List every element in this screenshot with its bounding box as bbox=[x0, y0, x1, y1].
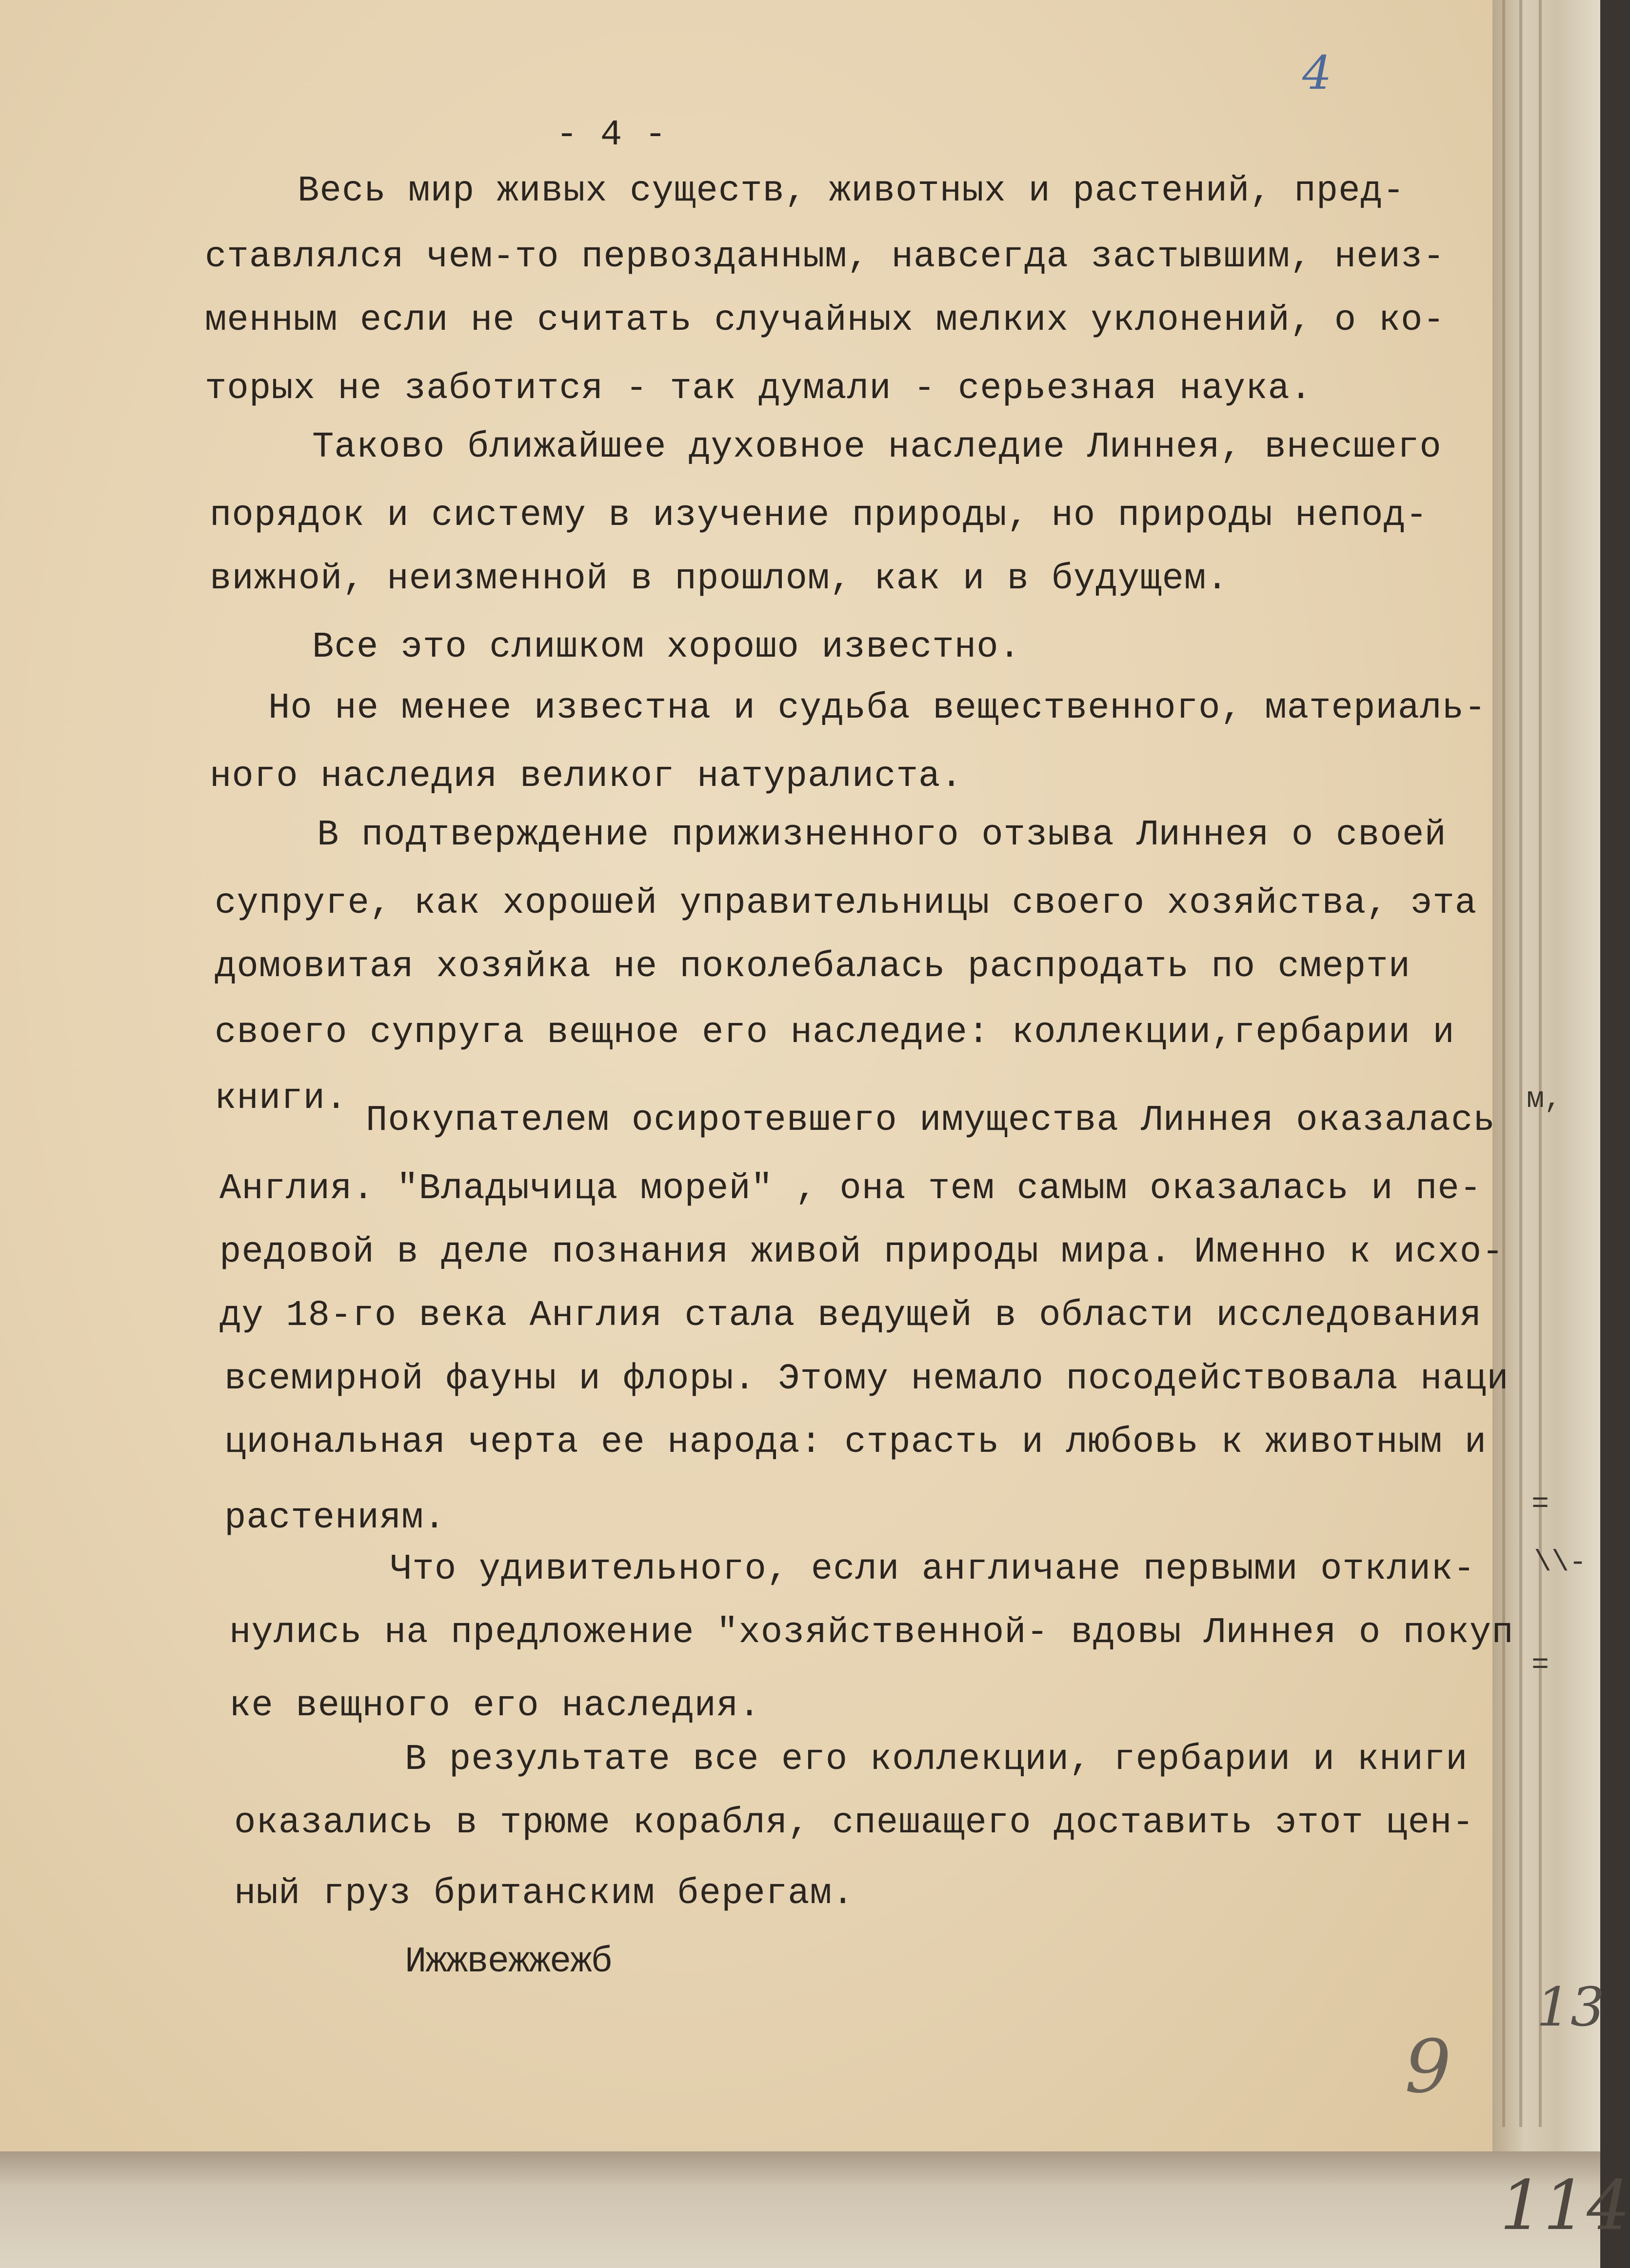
text-line: редовой в деле познания живой природы мира. Именно к исхо- bbox=[219, 1232, 1504, 1273]
page-number: - 4 - bbox=[556, 115, 667, 156]
text-line: циональная черта ее народа: страсть и любовь к животным и bbox=[224, 1422, 1487, 1463]
text-line: Таково ближайшее духовное наследие Линнея, внесшего bbox=[312, 427, 1442, 468]
sheet-edge bbox=[1502, 0, 1505, 2127]
handwritten-folio-bottom: 9 bbox=[1405, 2025, 1451, 2109]
text-line: своего супруга вещное его наследие: коллекции,гербарии и bbox=[215, 1012, 1455, 1053]
text-line: В подтверждение прижизненного отзыва Линнея о своей bbox=[317, 815, 1447, 856]
text-line: Но не менее известна и судьба вещественного, материаль- bbox=[268, 688, 1487, 729]
text-line: Что удивительного, если англичане первыми отклик- bbox=[390, 1549, 1475, 1590]
margin-mark: м, bbox=[1527, 1083, 1562, 1116]
text-line: всемирной фауны и флоры. Этому немало посодействовала наци bbox=[224, 1359, 1509, 1400]
text-line: супруге, как хорошей управительницы своего хозяйства, эта bbox=[215, 883, 1477, 924]
bottom-sheet bbox=[0, 2151, 1600, 2268]
text-line: В результате все его коллекции, гербарии и книги bbox=[405, 1739, 1468, 1780]
text-line: вижной, неизменной в прошлом, как и в будущем. bbox=[210, 559, 1229, 600]
text-line: ду 18-го века Англия стала ведущей в области исследования bbox=[219, 1295, 1482, 1336]
text-line: домовитая хозяйка не поколебалась распродать по смерти bbox=[215, 946, 1411, 987]
handwritten-archive-number: 114 bbox=[1500, 2166, 1630, 2246]
text-line: Англия. "Владычица морей" , она тем самым оказалась и пе- bbox=[219, 1168, 1482, 1209]
text-line: менным если не считать случайных мелких уклонений, о ко- bbox=[205, 300, 1445, 341]
text-line: книги. bbox=[215, 1078, 348, 1119]
text-line: ный груз британским берегам. bbox=[234, 1873, 855, 1914]
text-line: ставлялся чем-то первозданным, навсегда застывшим, неиз- bbox=[205, 237, 1445, 278]
margin-mark: = bbox=[1531, 1649, 1550, 1682]
struck-out-text: Ижжвежжежб bbox=[405, 1942, 612, 1983]
text-line: торых не заботится - так думали - серьезная наука. bbox=[205, 368, 1312, 409]
sheet-edge bbox=[1519, 0, 1522, 2127]
handwritten-sheet-number: 13 bbox=[1536, 1976, 1605, 2038]
text-line: ного наследия великог натуралиста. bbox=[210, 756, 963, 797]
text-line: Все это слишком хорошо известно. bbox=[312, 627, 1021, 668]
text-line: нулись на предложение "хозяйственной- вдовы Линнея о покуп bbox=[229, 1612, 1514, 1653]
text-line: ке вещного его наследия. bbox=[229, 1686, 761, 1726]
margin-mark: \\- bbox=[1534, 1546, 1587, 1580]
text-line: растениям. bbox=[224, 1498, 446, 1539]
underlying-sheet bbox=[1492, 0, 1600, 2268]
sheet-edge bbox=[1539, 0, 1542, 2127]
text-line: порядок и систему в изучение природы, но природы непод- bbox=[210, 495, 1428, 536]
text-line: Покупателем осиротевшего имущества Линнея оказалась bbox=[366, 1100, 1495, 1141]
text-line: оказались в трюме корабля, спешащего доставить этот цен- bbox=[234, 1803, 1474, 1844]
text-line: Весь мир живых существ, животных и растений, пред- bbox=[298, 171, 1405, 212]
margin-mark: = bbox=[1531, 1488, 1550, 1521]
handwritten-folio-top: 4 bbox=[1302, 46, 1332, 100]
